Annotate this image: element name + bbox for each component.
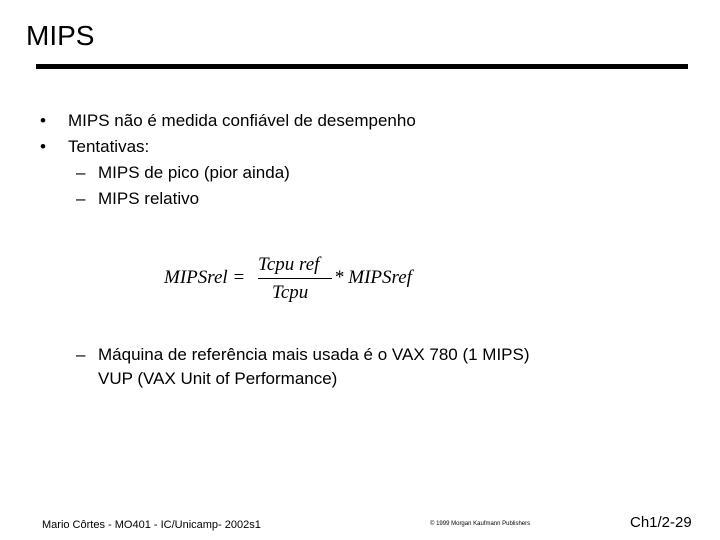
slide-title: MIPS — [26, 20, 95, 51]
note-line-1: Máquina de referência mais usada é o VAX 780 (1 MIPS) — [98, 345, 530, 364]
note-line-2: VUP (VAX Unit of Performance) — [98, 369, 338, 388]
mips-relative-formula — [160, 248, 430, 310]
bullet-text: MIPS não é medida confiável de desempenho — [68, 111, 416, 130]
formula-lhs: MIPSrel = — [164, 267, 246, 288]
page-number: Ch1/2-29 — [630, 514, 692, 531]
bullet-marker: • — [40, 111, 46, 130]
formula-denominator: Tcpu — [272, 282, 309, 303]
footer-copyright: © 1999 Morgan Kaufmann Publishers — [430, 521, 531, 527]
note-marker: – — [76, 345, 86, 364]
sub-bullet-marker: – — [76, 163, 86, 182]
formula-numerator: Tcpu ref — [258, 254, 320, 275]
sub-bullet-text: MIPS de pico (pior ainda) — [98, 163, 290, 182]
sub-bullet-marker: – — [76, 189, 86, 208]
formula-rhs: * MIPSref — [334, 267, 412, 288]
bullet-text: Tentativas: — [68, 137, 150, 156]
footer-author: Mario Côrtes - MO401 - IC/Unicamp- 2002s1 — [42, 519, 261, 531]
sub-bullet-text: MIPS relativo — [98, 189, 200, 208]
title-divider — [36, 64, 688, 69]
bullet-marker: • — [40, 137, 46, 156]
fraction-bar — [258, 278, 332, 279]
